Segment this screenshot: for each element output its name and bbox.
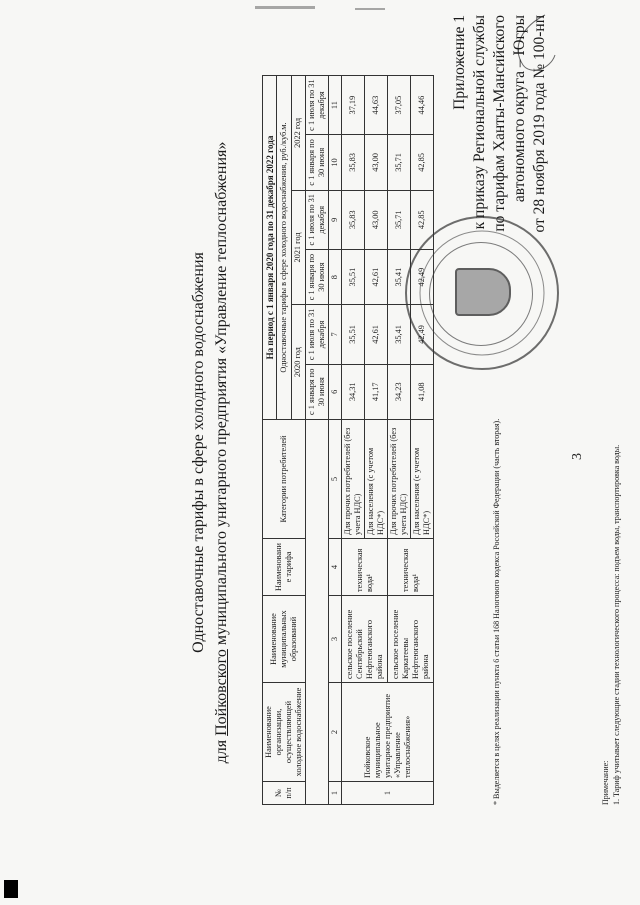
appendix-line: от 28 ноября 2019 года № 100-нп [531, 15, 548, 233]
column-number: 9 [329, 190, 342, 249]
value-cell: 41,17 [365, 364, 388, 419]
header-tariff-group: Одноставочные тарифы в сфере холодного водоснабжения, руб./куб.м. [277, 76, 291, 420]
header-half: с 1 января по 30 июня [306, 135, 329, 190]
header-spacer [306, 420, 329, 805]
note-block [600, 445, 622, 805]
value-cell: 34,23 [388, 364, 411, 419]
value-cell: 44,63 [365, 76, 388, 135]
category-cell: Для населения (с учетом НДС*) [411, 420, 434, 539]
header-half: с 1 января по 30 июня [306, 249, 329, 304]
column-number: 11 [329, 76, 342, 135]
value-cell: 42,61 [365, 249, 388, 304]
tariff-table-wrap [262, 75, 434, 805]
category-cell: Для прочих потребителей (без учета НДС) [342, 420, 365, 539]
footnote: * Выделяется в целях реализации пункта 6 статьи 168 Налогового кодекса Российской Федерации (часть вторая). [492, 418, 501, 805]
value-cell: 42,85 [411, 135, 434, 190]
header-consumers: Категории потребителей [263, 420, 306, 539]
column-number: 3 [329, 596, 342, 683]
municipality-cell: сельское поселение Каркатеевы Нефтеюганского района [388, 596, 434, 683]
value-cell: 37,05 [388, 76, 411, 135]
value-cell: 35,41 [388, 305, 411, 364]
header-half: с 1 июля по 31 декабря [306, 76, 329, 135]
organization-cell: Пойковское муниципальное унитарное предприятие «Управление теплоснабжения» [342, 683, 434, 782]
header-period: На период с 1 января 2020 года по 31 декабря 2022 года [263, 76, 277, 420]
value-cell: 41,08 [411, 364, 434, 419]
subtitle-suffix: муниципального унитарного предприятия «Управление теплоснабжения» [213, 141, 230, 650]
value-cell: 42,61 [365, 305, 388, 364]
column-number: 6 [329, 364, 342, 419]
document-title: Одноставочные тарифы в сфере холодного водоснабжения [190, 252, 207, 653]
value-cell: 44,46 [411, 76, 434, 135]
header-year: 2022 год [291, 76, 305, 191]
row-index: 1 [342, 782, 434, 805]
appendix-line: по тарифам Ханты-Мансийского [491, 15, 508, 232]
table-row [342, 76, 365, 805]
value-cell: 35,71 [388, 135, 411, 190]
value-cell: 42,49 [411, 305, 434, 364]
header-half: с 1 января по 30 июня [306, 364, 329, 419]
header-year: 2020 год [291, 305, 305, 420]
value-cell: 43,00 [365, 190, 388, 249]
category-cell: Для прочих потребителей (без учета НДС) [388, 420, 411, 539]
value-cell: 34,31 [342, 364, 365, 419]
note-title: Примечание: [601, 760, 610, 805]
column-number: 7 [329, 305, 342, 364]
value-cell: 35,51 [342, 249, 365, 304]
header-tariff-name: Наименовани е тарифа [263, 539, 306, 596]
value-cell: 43,00 [365, 135, 388, 190]
subtitle-prefix: для [213, 735, 230, 764]
header-organization: Наименование организации, осуществляющей холодное водоснабжение [263, 683, 306, 782]
header-half: с 1 июля по 31 декабря [306, 305, 329, 364]
column-number: 5 [329, 420, 342, 539]
appendix-line: к приказу Региональной службы [471, 15, 488, 230]
appendix-block [450, 15, 550, 295]
column-number: 2 [329, 683, 342, 782]
appendix-line: Приложение 1 [451, 15, 468, 110]
column-number: 10 [329, 135, 342, 190]
column-number: 4 [329, 539, 342, 596]
tariff-cell: техническая вода¹ [388, 539, 434, 596]
note-text: 1. Тариф учитывает следующие стадии технологического процесса: подъем воды, транспортировка воды. [612, 444, 621, 805]
column-number-row [329, 76, 342, 805]
value-cell: 35,71 [388, 190, 411, 249]
document-subtitle [213, 0, 231, 905]
appendix-line: автономного округа – Югры [511, 15, 528, 203]
tariff-table [262, 75, 434, 805]
value-cell: 35,83 [342, 135, 365, 190]
subtitle-highlight: Пойковского [213, 649, 230, 736]
header-num: № п/п [263, 782, 306, 805]
header-municipality: Наименование муниципальных образований [263, 596, 306, 683]
value-cell: 42,49 [411, 249, 434, 304]
municipality-cell: сельское поселение Сентябрьский Нефтеюганского района [342, 596, 388, 683]
column-number: 1 [329, 782, 342, 805]
value-cell: 42,85 [411, 190, 434, 249]
header-year: 2021 год [291, 190, 305, 305]
tariff-cell: техническая вода¹ [342, 539, 388, 596]
value-cell: 35,83 [342, 190, 365, 249]
value-cell: 35,41 [388, 249, 411, 304]
header-half: с 1 июля по 31 декабря [306, 190, 329, 249]
value-cell: 37,19 [342, 76, 365, 135]
value-cell: 35,51 [342, 305, 365, 364]
category-cell: Для населения (с учетом НДС*) [365, 420, 388, 539]
column-number: 8 [329, 249, 342, 304]
page-number: 3 [570, 453, 585, 460]
